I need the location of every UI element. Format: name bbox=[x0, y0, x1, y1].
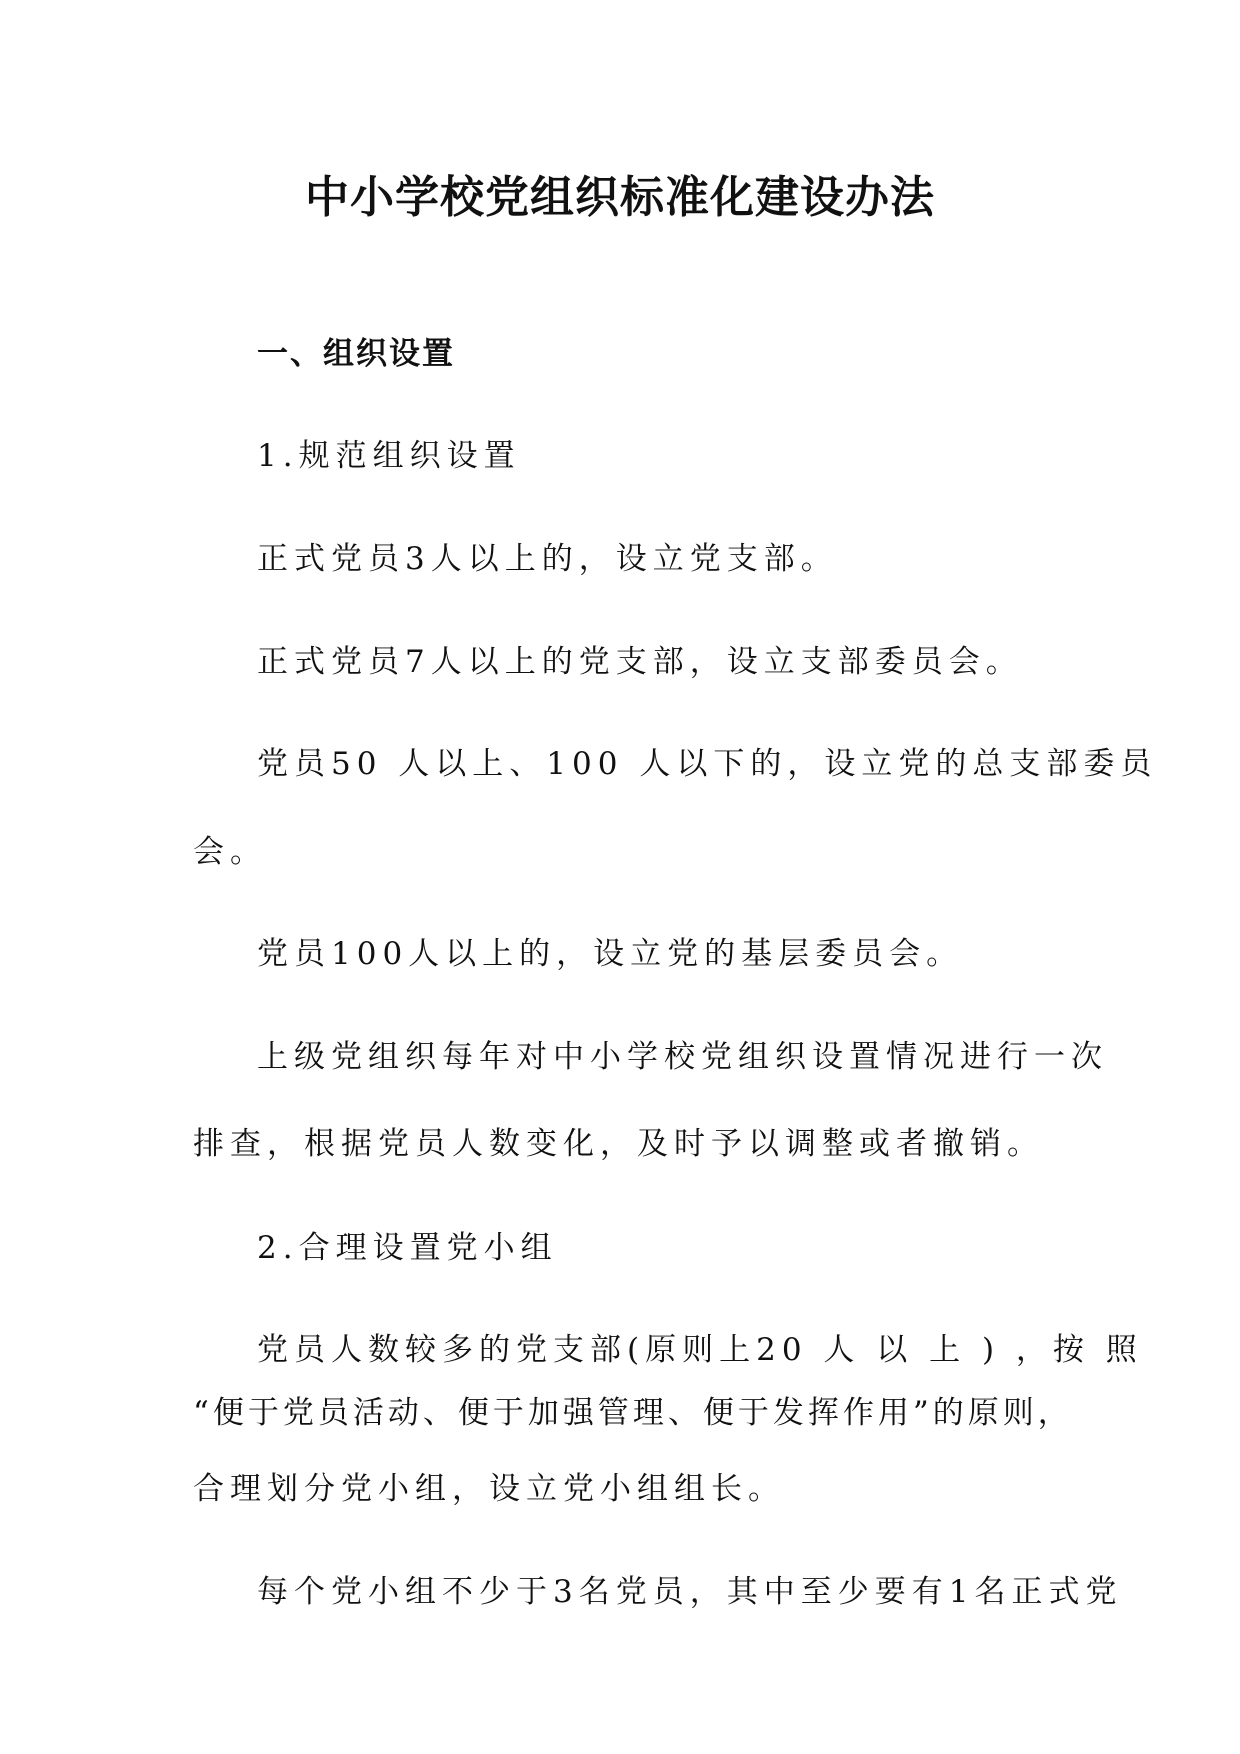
paragraph-6-line-2: “便于党员活动、便于加强管理、便于发挥作用”的原则， bbox=[193, 1395, 1073, 1431]
paragraph-4: 党员100人以上的，设立党的基层委员会。 bbox=[257, 936, 964, 972]
paragraph-7-line-1: 每个党小组不少于3名党员，其中至少要有1名正式党 bbox=[257, 1574, 1123, 1610]
subsection-heading-2: 2.合理设置党小组 bbox=[257, 1230, 558, 1266]
paragraph-5-line-1: 上级党组织每年对中小学校党组织设置情况进行一次 bbox=[257, 1039, 1108, 1075]
paragraph-1: 正式党员3人以上的，设立党支部。 bbox=[257, 541, 838, 577]
document-title: 中小学校党组织标准化建设办法 bbox=[305, 172, 935, 223]
subsection-heading-1: 1.规范组织设置 bbox=[257, 438, 521, 474]
paragraph-2: 正式党员7人以上的党支部，设立支部委员会。 bbox=[257, 644, 1023, 680]
paragraph-6-line-1: 党员人数较多的党支部(原则上20 人 以 上 ) ，按 照 bbox=[257, 1332, 1143, 1368]
section-heading-organization: 一、组织设置 bbox=[257, 336, 455, 372]
paragraph-5-line-2: 排查，根据党员人数变化，及时予以调整或者撤销。 bbox=[193, 1126, 1044, 1162]
paragraph-6-line-3: 合理划分党小组，设立党小组组长。 bbox=[193, 1471, 785, 1507]
paragraph-3-line-2: 会。 bbox=[193, 834, 267, 870]
paragraph-3-line-1: 党员50 人以上、100 人以下的，设立党的总支部委员 bbox=[257, 746, 1158, 782]
